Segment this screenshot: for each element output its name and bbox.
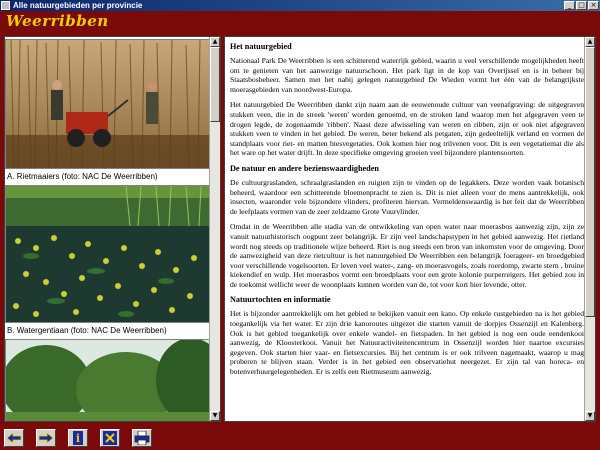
scroll-up-icon[interactable]: ▲ <box>210 37 220 47</box>
bottom-toolbar <box>0 425 600 450</box>
article-text <box>230 40 584 383</box>
info-glyph: i <box>75 431 81 445</box>
title-bar[interactable] <box>0 0 600 11</box>
photo-caption-a: A. Rietmaaiers (foto: NAC De Weerribben) <box>7 172 158 181</box>
photo-reed-mowers <box>5 39 210 169</box>
print-icon <box>134 431 150 445</box>
minimize-button[interactable]: _ <box>564 1 575 10</box>
previous-button[interactable] <box>4 429 24 447</box>
header-band <box>0 11 600 32</box>
app-icon <box>1 1 10 10</box>
window-title: Alle natuurgebieden per provincie <box>13 1 143 10</box>
maximize-button[interactable]: □ <box>576 1 587 10</box>
arrow-right-icon <box>38 432 54 444</box>
paragraph: Het natuurgebied De Weerribben dankt zijn naam aan de eeuwenoude cultuur van veenafgraving: de uitgegraven stukken veen, die in de streek 'weren' worden genoemd, en de stroken land waarop men het afgegraven veen te drogen legde, de zogenaamde 'ribben'. Naast deze afwisseling van weren en ribben, zijn er ook niet afgegraven stukken veen te vinden in het gebied. De weren, beter bekend als petgaten, zijn gedeeltelijk verland en vormen de standplaats voor riet- en matten biesvegetaties. Ook komen hier nog trilvenen voor. Dit is een vegetatiemat die als het ware op het water drijft. In deze specifieke omgeving groeien veel bijzondere plantensoorten. <box>230 100 584 158</box>
print-button[interactable] <box>132 429 152 447</box>
section-heading: Het natuurgebied <box>230 42 292 51</box>
window-controls <box>564 1 599 10</box>
section-heading: De natuur en andere bezienswaardigheden <box>230 163 379 173</box>
next-button[interactable] <box>36 429 56 447</box>
photo-water-soldier <box>5 185 210 323</box>
paragraph: Het is bijzonder aantrekkelijk om het gebied te bekijken vanuit een kano. Op enkele rustgebieden na is het gebied toegankelijk via het water. Er zijn drie kanoroutes uitgezet die starten vanuit de dorpjes Ossenzijl en Kalenberg. Ook is het gebied toegankelijk over enkele wandel- en fietspaden. In het gebied is nog een oude eendenkooi aanwezig, de Kloosterkooi. Vanuit het Natuuractiviteitencentrum in Ossenzijl worden hier naartoe excursies gegeven. Ook starten hier vaar- en fietsexcursies. Bij het centrum is er ook trilveen nagemaakt, waarop u mag proberen te blijven staan. Verder is in het gebied een observatiehut neergezet. Er zijn tal van horeca- en botenverhuurgelegenheden. Er is zelfs een Rietmuseum aanwezig. <box>230 309 584 377</box>
scroll-down-icon[interactable]: ▼ <box>210 411 220 421</box>
photo-panel[interactable] <box>4 36 221 422</box>
paragraph: Omdat in de Weerribben alle stadia van de ontwikkeling van open water naar moerasbos aanwezig zijn, zijn ze vanuit natuurhistorisch oogpunt zeer belangrijk. Er zijn veel landschapstypen in het gebied aanwezig. Het rietland wordt nog steeds op traditionele wijze beheerd. Riet is nog steeds een bron van inkomsten voor de omgeving. Door de aanwezigheid van deze rietcultuur is het natuurgebied De Weerribben een belangrijk foerageer- en broedgebied voor verschillende vogelsoorten. Er leven veel water-, zang- en moerasvogels, zoals roerdomp, zwarte stern , bruine kiekendief en wulp. Het moerasbos vormt een broedplaats voor een grote kolonie purperreigers. Het gebied zou in de toekomst wellicht weer de woonplaats kunnen worden van de, tot voor kort hier levende, otter. <box>230 222 584 289</box>
page-title: Weerribben <box>6 12 109 30</box>
info-icon <box>72 431 84 445</box>
paragraph: Nationaal Park De Weerribben is een schitterend waterrijk gebied, waarin u veel verschillende mogelijkheden heeft om te genieten van het aanwezige natuurschoon. Het park ligt in de kop van Overijssel en is in beheer bij Staatsbosbeheer. Samen met het nabij gelegen natuurgebied De Wieden vormt het één van de belangrijkste moerasgebieden van noordwest-Europa. <box>230 56 584 94</box>
scroll-down-icon[interactable]: ▼ <box>585 411 595 421</box>
paragraph: De cultuurgraslanden, schraalgraslanden en ruigten zijn te vinden op de legakkers. Deze worden vaak botanisch beheerd, waardoor een schitterende bloemenpracht te zien is. Dit is niet alleen voor de mens aantrekkelijk, ook insecten, waaronder vele bijzondere vlinders, profiteren hiervan. Vermeldenswaardig is het feit dat de Weerribben de leefplaats vormen van de zeer zeldzame Grote Vuurvlinder. <box>230 177 584 216</box>
section-heading: Natuurtochten en informatie <box>230 295 331 305</box>
close-button[interactable] <box>100 429 120 447</box>
scrollbar-thumb[interactable] <box>210 47 220 122</box>
photo-landscape <box>5 339 210 422</box>
info-button[interactable] <box>68 429 88 447</box>
arrow-left-icon <box>6 432 22 444</box>
photo-panel-scrollbar[interactable] <box>209 37 220 421</box>
close-icon <box>103 431 117 445</box>
article-scrollbar[interactable] <box>584 37 595 421</box>
article-panel[interactable] <box>224 36 596 422</box>
close-window-button[interactable]: × <box>588 1 599 10</box>
scroll-up-icon[interactable]: ▲ <box>585 37 595 47</box>
photo-caption-b: B. Watergentiaan (foto: NAC De Weerribben) <box>7 326 167 335</box>
scrollbar-thumb[interactable] <box>585 47 595 317</box>
